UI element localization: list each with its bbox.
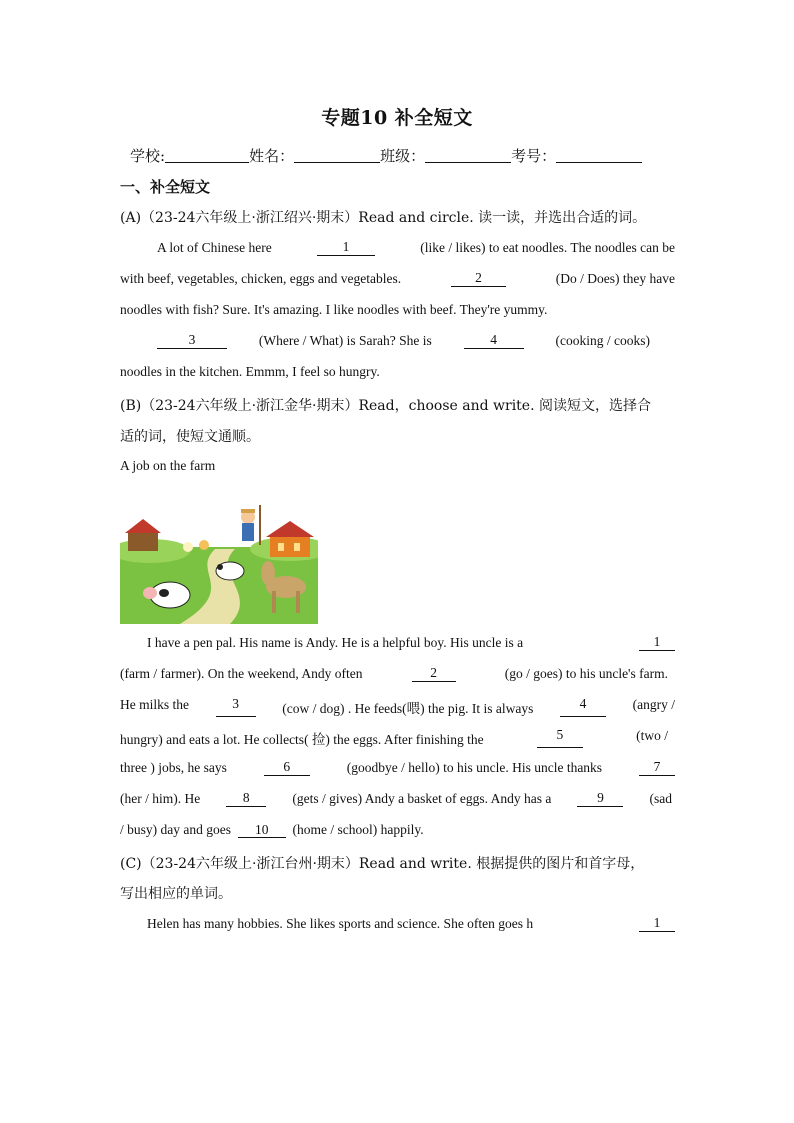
partA-line-1: A lot of Chinese here 1 (like / likes) to eat noodles. The noodles can be [157,239,675,255]
blank-B10[interactable]: 10 [238,823,286,838]
blank-A3[interactable]: 3 [157,333,227,349]
partB-line-4: hungry) and eats a lot. He collects( 捡) the eggs. After finishing the 5 (two / [120,727,668,747]
class-label: 班级： [380,147,426,165]
blank-C1[interactable]: 1 [639,916,675,932]
blank-A4[interactable]: 4 [464,333,524,349]
partC-header-2: 写出相应的单词。 [120,886,232,902]
blank-A2[interactable]: 2 [451,271,506,287]
partB-line-1: I have a pen pal. His name is Andy. He is a helpful boy. His uncle is a 1 [147,635,675,651]
name-blank[interactable] [294,148,380,163]
school-label: 学校: [130,147,166,165]
school-blank[interactable] [165,148,249,163]
blank-B8[interactable]: 8 [226,791,266,807]
partC-header-1: (C)（23-24六年级上·浙江台州·期末）Read and write. 根据提供的图片和首字母， [120,856,645,872]
number-blank[interactable] [556,148,642,163]
blank-B1[interactable]: 1 [639,635,675,651]
partB-line-7: / busy) day and goes 10 (home / school) happily. [120,822,424,837]
blank-B6[interactable]: 6 [264,760,310,776]
farm-illustration [120,503,318,624]
partA-line-5: noodles in the kitchen. Emmm, I feel so hungry. [120,364,380,379]
blank-B2[interactable]: 2 [412,666,456,682]
blank-A1[interactable]: 1 [317,240,375,256]
partC-line-1: Helen has many hobbies. She likes sports and science. She often goes h 1 [147,916,675,932]
partB-line-6: (her / him). He 8 (gets / gives) Andy a basket of eggs. Andy has a 9 (sad [120,790,672,806]
partA-header: (A)（23-24六年级上·浙江绍兴·期末）Read and circle. 读一读，并选出合适的词。 [120,210,647,226]
partA-line-3: noodles with fish? Sure. It's amazing. I like noodles with beef. They're yummy. [120,302,548,317]
name-label: 姓名： [249,147,295,165]
blank-B9[interactable]: 9 [577,791,623,807]
partB-header-2: 适的词，使短文通顺。 [120,429,260,445]
student-info-row [130,145,642,166]
partB-line-3: He milks the 3 (cow / dog) . He feeds(喂) the pig. It is always 4 (angry / [120,696,675,716]
page-title: 专题10 补全短文 [321,107,473,129]
number-label: 考号： [511,147,557,165]
blank-B4[interactable]: 4 [560,697,606,717]
blank-B3[interactable]: 3 [216,697,256,717]
partB-line-2: (farm / farmer). On the weekend, Andy often 2 (go / goes) to his uncle's farm. [120,665,668,681]
blank-B7[interactable]: 7 [639,760,675,776]
partB-line-5: three ) jobs, he says 6 (goodbye / hello) to his uncle. His uncle thanks 7 [120,760,675,776]
class-blank[interactable] [425,148,511,163]
partB-header-1: (B)（23-24六年级上·浙江金华·期末）Read，choose and write. 阅读短文，选择合 [120,398,651,414]
section-heading: 一、补全短文 [120,178,211,196]
partA-line-2: with beef, vegetables, chicken, eggs and vegetables. 2 (Do / Does) they have [120,270,675,286]
blank-B5[interactable]: 5 [537,728,583,748]
partA-line-4: 3 (Where / What) is Sarah? She is 4 (cooking / cooks) [157,333,650,349]
passage-subtitle: A job on the farm [120,458,216,473]
